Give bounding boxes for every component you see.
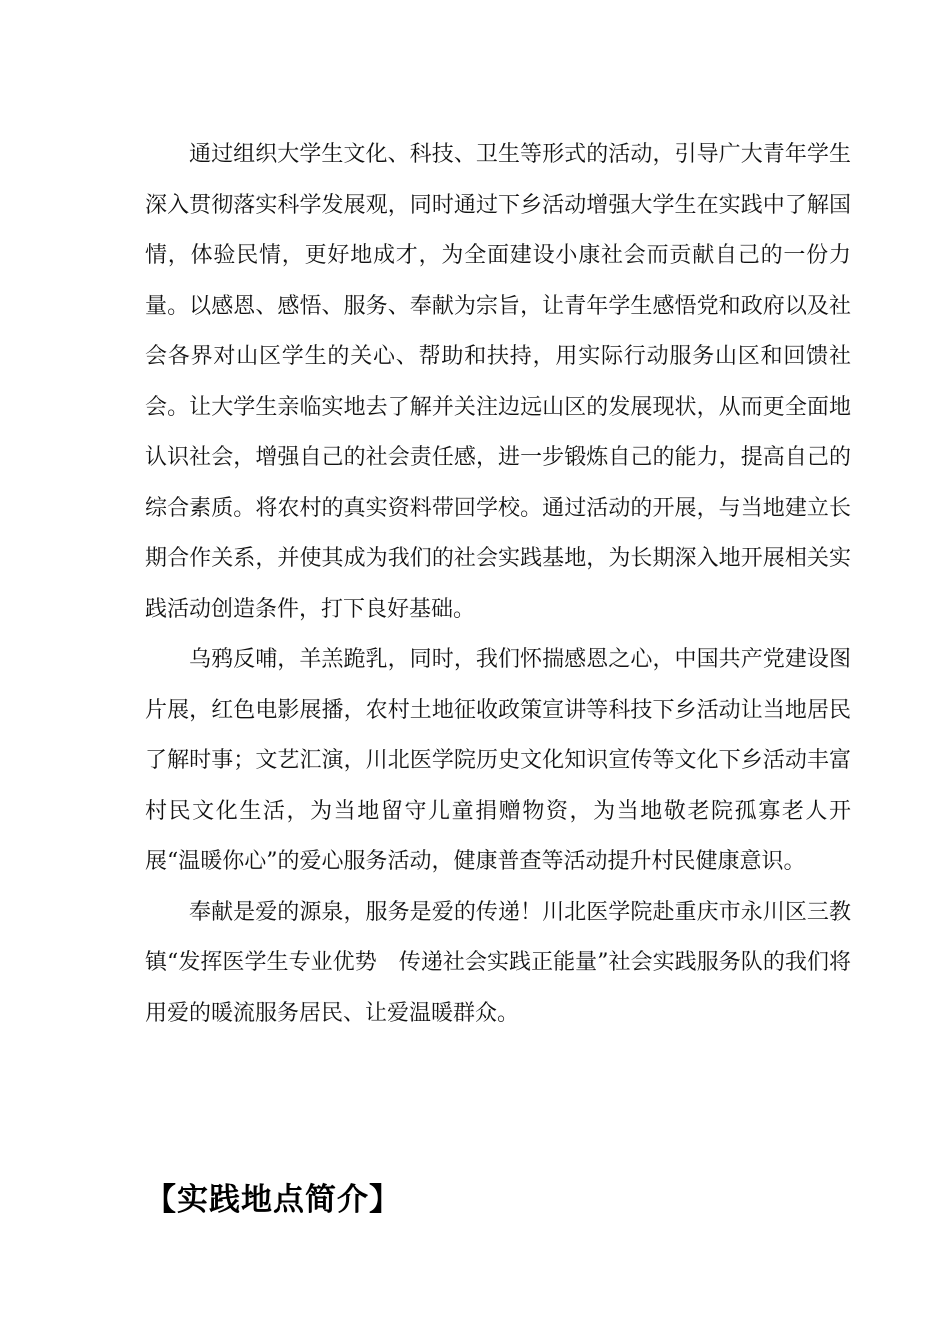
paragraph-purpose: 通过组织大学生文化、科技、卫生等形式的活动，引导广大青年学生深入贯彻落实科学发展观，同时通过下乡活动增强大学生在实践中了解国情，体验民情，更好地成才，为全面建设小康社会而贡献自己的一份力量。以感恩、感悟、服务、奉献为宗旨，让青年学生感悟党和政府以及社会各界对山区学生的关心、帮助和扶持，用实际行动服务山区和回馈社会。让大学生亲临实地去了解并关注边远山区的发展现状，从而更全面地认识社会，增强自己的社会责任感，进一步锻炼自己的能力，提高自己的综合素质。将农村的真实资料带回学校。通过活动的开展，与当地建立长期合作关系，并使其成为我们的社会实践基地，为长期深入地开展相关实践活动创造条件，打下良好基础。 (145, 142, 851, 622)
paragraph-activities: 乌鸦反哺，羊羔跪乳，同时，我们怀揣感恩之心，中国共产党建设图片展，红色电影展播，农村土地征收政策宣讲等科技下乡活动让当地居民了解时事；文艺汇演，川北医学院历史文化知识宣传等文化下乡活动丰富村民文化生活，为当地留守儿童捐赠物资，为当地敬老院孤寡老人开展“温暖你心”的爱心服务活动，健康普查等活动提升村民健康意识。 (145, 647, 851, 874)
document-body (145, 130, 851, 1039)
paragraph-dedication: 奉献是爱的源泉，服务是爱的传递！川北医学院赴重庆市永川区三教镇“发挥医学生专业优势 传递社会实践正能量”社会实践服务队的我们将用爱的暖流服务居民、让爱温暖群众。 (145, 899, 851, 1026)
section-heading: 【实践地点简介】 (145, 1182, 401, 1218)
